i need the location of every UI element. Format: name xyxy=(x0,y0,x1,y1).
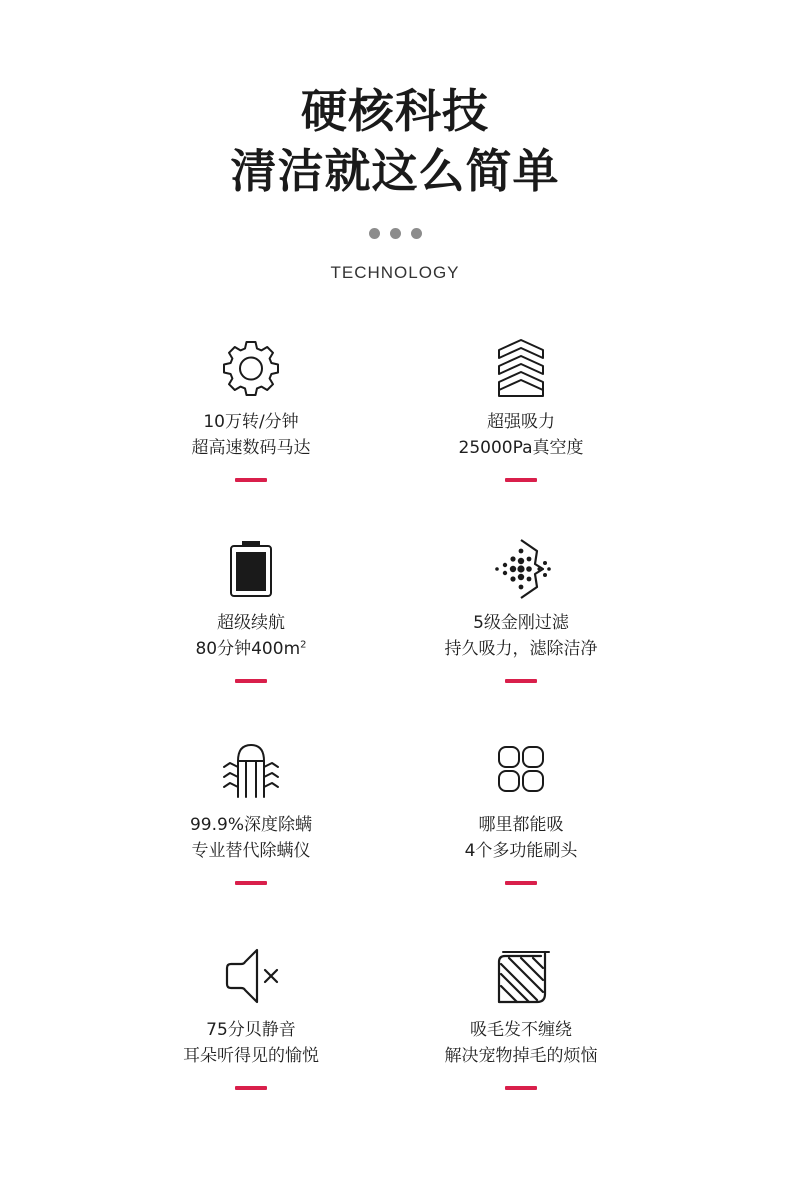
feature-title: 99.9%深度除螨 xyxy=(189,815,312,835)
feature-title: 吸毛发不缠绕 xyxy=(470,1020,572,1040)
feature-description: 4个多功能刷头 xyxy=(464,841,578,861)
feature-title: 5级金刚过滤 xyxy=(473,613,569,633)
anti-tangle-icon xyxy=(491,946,551,1006)
feature-title: 哪里都能吸 xyxy=(478,815,564,835)
feature-battery xyxy=(121,539,381,709)
feature-mite-removal xyxy=(121,741,381,911)
accent-bar xyxy=(235,881,267,885)
dot xyxy=(411,228,422,239)
headline-line-1: 硬核科技 xyxy=(301,84,489,138)
feature-title: 超强吸力 xyxy=(487,412,555,432)
accent-bar xyxy=(235,679,267,683)
superscript: 2 xyxy=(300,639,307,651)
dot xyxy=(390,228,401,239)
chevrons-up-icon xyxy=(491,338,551,398)
feature-quiet xyxy=(121,946,381,1116)
feature-description: 25000Pa真空度 xyxy=(458,438,584,458)
feature-anti-tangle xyxy=(391,946,651,1116)
feature-description: 解决宠物掉毛的烦恼 xyxy=(444,1046,598,1066)
accent-bar xyxy=(505,679,537,683)
feature-description-main: 80分钟400m xyxy=(195,639,301,659)
headline-line-2: 清洁就这么简单 xyxy=(230,144,560,198)
accent-bar xyxy=(505,881,537,885)
feature-title: 10万转/分钟 xyxy=(203,412,299,432)
feature-description: 耳朵听得见的愉悦 xyxy=(183,1046,319,1066)
mute-speaker-icon xyxy=(221,946,281,1006)
gear-icon xyxy=(221,338,281,398)
feature-description: 专业替代除螨仪 xyxy=(191,841,311,861)
feature-description: 超高速数码马达 xyxy=(191,438,311,458)
feature-suction xyxy=(391,338,651,508)
feature-filtration xyxy=(391,539,651,709)
grid-four-icon xyxy=(491,741,551,801)
accent-bar xyxy=(235,478,267,482)
feature-description xyxy=(121,637,381,661)
feature-description: 持久吸力，滤除洁净 xyxy=(444,639,598,659)
accent-bar xyxy=(505,478,537,482)
section-subtitle: TECHNOLOGY xyxy=(330,263,460,282)
feature-brush-heads xyxy=(391,741,651,911)
filter-particles-icon xyxy=(491,539,551,599)
accent-bar xyxy=(505,1086,537,1090)
feature-title: 75分贝静音 xyxy=(206,1020,296,1040)
mite-icon xyxy=(221,741,281,801)
feature-title: 超级续航 xyxy=(217,613,285,633)
battery-icon xyxy=(221,539,281,599)
accent-bar xyxy=(235,1086,267,1090)
dot xyxy=(369,228,380,239)
feature-motor-speed xyxy=(121,338,381,508)
dots-divider xyxy=(0,228,790,239)
